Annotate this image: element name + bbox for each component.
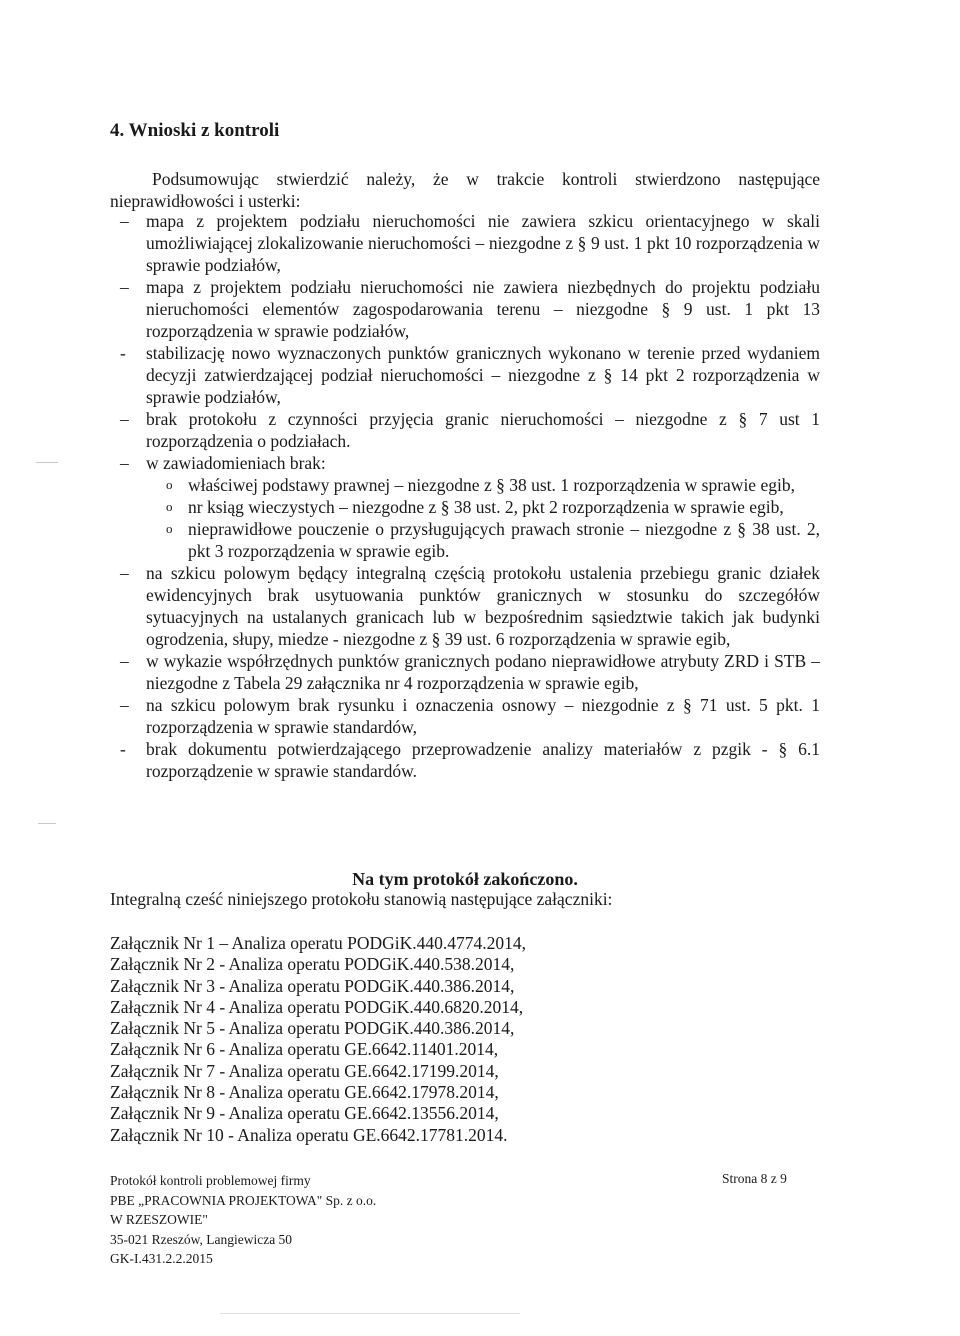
finding-item — [110, 738, 820, 782]
footer-line: W RZESZOWIE" — [110, 1212, 208, 1227]
dash-marker: – — [120, 563, 129, 583]
attachment-item: Załącznik Nr 5 - Analiza operatu PODGiK.440.386.2014, — [110, 1018, 515, 1039]
finding-text: mapa z projektem podziału nieruchomości nie zawiera szkicu orientacyjnego w skali umożliwiającej zlokalizowanie nieruchomości – niezgodne z § 9 ust. 1 pkt 10 rozporządzenia w sprawie podziałów, — [146, 211, 820, 275]
finding-text: na szkicu polowym będący integralną częścią protokołu ustalenia przebiegu granic działek ewidencyjnych brak usytuowania punktów granicznych w stosunku do szczegółów sytuacyjnych na ustalanych granicach lub w bezpośrednim sąsiedztwie takich jak budynki ogrodzenia, słupy, miedze - niezgodne z § 39 ust. 6 rozporządzenia w sprawie egib, — [146, 563, 820, 649]
scan-edge-mark — [38, 823, 56, 824]
scan-bottom-line — [220, 1313, 520, 1314]
sub-item-text: nieprawidłowe pouczenie o przysługujących prawach stronie – niezgodne z § 38 ust. 2, pkt 3 rozporządzenia w sprawie egib. — [188, 519, 820, 561]
attachments-intro: Integralną cześć niniejszego protokołu stanowią następujące załączniki: — [110, 889, 613, 909]
finding-text: mapa z projektem podziału nieruchomości nie zawiera niezbędnych do projektu podziału nieruchomości elementów zagospodarowania terenu – niezgodne § 9 ust. 1 pkt 13 rozporządzenia w sprawie podziałów, — [146, 277, 820, 341]
sub-item-text: nr ksiąg wieczystych – niezgodne z § 38 ust. 2, pkt 2 rozporządzenia w sprawie egib, — [188, 497, 784, 517]
findings-list — [110, 210, 820, 782]
attachments-list — [110, 933, 526, 1146]
dash-marker: – — [120, 453, 129, 473]
dash-marker: - — [120, 343, 126, 363]
attachment-item: Załącznik Nr 1 – Analiza operatu PODGiK.440.4774.2014, — [110, 933, 527, 953]
footer-line: GK-I.431.2.2.2015 — [110, 1251, 213, 1266]
page-number: Strona 8 z 9 — [722, 1171, 787, 1186]
intro-paragraph: Podsumowując stwierdzić należy, że w trakcie kontroli stwierdzono następujące nieprawidłowości i usterki: — [110, 169, 820, 211]
scan-edge-mark — [36, 462, 58, 463]
finding-item — [110, 342, 820, 408]
finding-text: w zawiadomieniach brak: — [146, 453, 326, 473]
finding-item — [110, 408, 820, 452]
sub-item-text: właściwej podstawy prawnej – niezgodne z § 38 ust. 1 rozporządzenia w sprawie egib, — [188, 475, 795, 495]
dash-marker: – — [120, 695, 129, 715]
finding-item — [110, 452, 820, 562]
finding-item — [110, 210, 820, 276]
dash-marker: – — [120, 409, 129, 429]
finding-item — [110, 562, 820, 650]
sub-list — [146, 474, 820, 562]
sub-item — [146, 518, 820, 562]
bullet-marker: o — [166, 499, 173, 514]
sub-item — [146, 496, 820, 518]
bullet-marker: o — [166, 477, 173, 492]
finding-text: brak protokołu z czynności przyjęcia granic nieruchomości – niezgodne z § 7 ust 1 rozporządzenia o podziałach. — [146, 409, 820, 451]
attachment-item: Załącznik Nr 9 - Analiza operatu GE.6642.13556.2014, — [110, 1103, 499, 1124]
footer-line: PBE „PRACOWNIA PROJEKTOWA" Sp. z o.o. — [110, 1192, 377, 1208]
attachment-item: Załącznik Nr 3 - Analiza operatu PODGiK.440.386.2014, — [110, 975, 515, 996]
footer-info — [110, 1171, 376, 1269]
finding-text: stabilizację nowo wyznaczonych punktów granicznych wykonano w terenie przed wydaniem decyzji zatwierdzającej podział nieruchomości – niezgodne z § 14 pkt 2 rozporządzenia w sprawie podziałów, — [146, 343, 820, 407]
dash-marker: – — [120, 211, 129, 231]
closing-statement: Na tym protokół zakończono. — [352, 869, 578, 889]
attachment-item: Załącznik Nr 4 - Analiza operatu PODGiK.440.6820.2014, — [110, 996, 524, 1017]
footer-line: Protokół kontroli problemowej firmy — [110, 1173, 311, 1188]
attachment-item: Załącznik Nr 8 - Analiza operatu GE.6642.17978.2014, — [110, 1082, 499, 1103]
dash-marker: - — [120, 739, 126, 759]
attachment-item: Załącznik Nr 6 - Analiza operatu GE.6642.11401.2014, — [110, 1039, 499, 1060]
finding-text: w wykazie współrzędnych punktów granicznych podano nieprawidłowe atrybuty ZRD i STB – niezgodne z Tabela 29 załącznika nr 4 rozporządzenia w sprawie egib, — [146, 651, 820, 693]
footer-line: 35-021 Rzeszów, Langiewicza 50 — [110, 1231, 293, 1247]
finding-text: brak dokumentu potwierdzającego przeprowadzenie analizy materiałów z pzgik - § 6.1 rozporządzenie w sprawie standardów. — [146, 739, 820, 781]
sub-item — [146, 474, 820, 496]
bullet-marker: o — [166, 521, 173, 536]
attachment-item: Załącznik Nr 10 - Analiza operatu GE.6642.17781.2014. — [110, 1124, 508, 1145]
finding-text: na szkicu polowym brak rysunku i oznaczenia osnowy – niezgodnie z § 71 ust. 5 pkt. 1 rozporządzenia w sprawie standardów, — [146, 695, 820, 737]
attachment-item: Załącznik Nr 2 - Analiza operatu PODGiK.440.538.2014, — [110, 954, 515, 975]
attachment-item: Załącznik Nr 7 - Analiza operatu GE.6642.17199.2014, — [110, 1060, 499, 1081]
finding-item — [110, 694, 820, 738]
finding-item — [110, 650, 820, 694]
finding-item — [110, 276, 820, 342]
dash-marker: – — [120, 277, 129, 297]
dash-marker: – — [120, 651, 129, 671]
section-heading: 4. Wnioski z kontroli — [110, 120, 280, 141]
